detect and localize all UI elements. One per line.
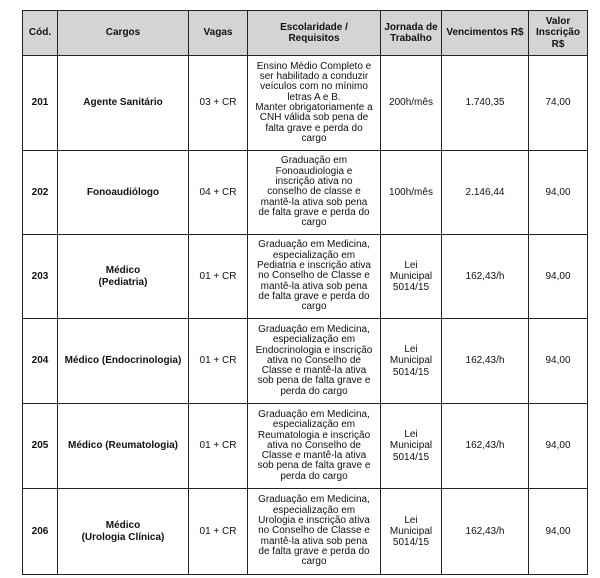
requisito-line: Reumatologia e inscrição bbox=[257, 429, 371, 441]
cell-vagas: 01 + CR bbox=[189, 235, 248, 319]
requisito-line: Classe e mantê-la ativa bbox=[261, 365, 367, 377]
cell-vencimentos: 162,43/h bbox=[442, 319, 529, 404]
table-row bbox=[23, 319, 588, 404]
cell-requisitos bbox=[248, 489, 381, 575]
cell-vagas: 01 + CR bbox=[189, 319, 248, 404]
requisito-line: no Conselho de Classe e bbox=[258, 270, 370, 282]
cell-requisitos bbox=[248, 56, 381, 151]
requisito-line: perda do cargo bbox=[280, 470, 348, 482]
header-vencimentos: Vencimentos R$ bbox=[442, 11, 529, 56]
table-row bbox=[23, 235, 588, 319]
table-row bbox=[23, 56, 588, 151]
cargo-line: Médico (Endocrinologia) bbox=[64, 355, 182, 367]
cell-valor-inscricao: 94,00 bbox=[529, 151, 588, 235]
requisito-line: letras A e B. bbox=[287, 91, 341, 103]
requisito-line: sob pena de falta grave e bbox=[257, 460, 371, 472]
cell-valor-inscricao: 94,00 bbox=[529, 404, 588, 489]
cell-cargo bbox=[58, 56, 189, 151]
cell-vagas: 04 + CR bbox=[189, 151, 248, 235]
cell-jornada bbox=[381, 151, 442, 235]
cell-valor-inscricao: 94,00 bbox=[529, 319, 588, 404]
cargo-line: Médico (Reumatologia) bbox=[67, 440, 178, 452]
jornada-line: Municipal bbox=[389, 270, 433, 282]
requisito-line: mantê-la ativa sob pena bbox=[260, 280, 368, 292]
header-valor-line: Inscrição bbox=[536, 27, 580, 39]
header-valor-inscricao bbox=[529, 11, 588, 56]
requisito-line: cargo bbox=[301, 556, 327, 568]
requisito-line: inscrição ativa no bbox=[275, 176, 353, 188]
header-escolaridade-line: Escolaridade / bbox=[280, 21, 348, 33]
cell-requisitos bbox=[248, 235, 381, 319]
cell-vencimentos: 162,43/h bbox=[442, 489, 529, 575]
cell-jornada bbox=[381, 235, 442, 319]
jornada-line: Lei bbox=[404, 259, 418, 271]
jornada-line: 5014/15 bbox=[392, 451, 430, 463]
jornada-line: 200h/mês bbox=[389, 97, 433, 109]
table-row bbox=[23, 151, 588, 235]
cell-jornada bbox=[381, 489, 442, 575]
cell-jornada bbox=[381, 319, 442, 404]
cell-code: 202 bbox=[23, 151, 58, 235]
requisito-line: conselho de classe e bbox=[267, 186, 361, 198]
cell-cargo bbox=[58, 235, 189, 319]
cell-requisitos bbox=[248, 404, 381, 489]
header-vagas: Vagas bbox=[189, 11, 248, 56]
requisito-line: Classe e mantê-la ativa bbox=[261, 450, 367, 462]
cell-jornada bbox=[381, 56, 442, 151]
cell-valor-inscricao: 74,00 bbox=[529, 56, 588, 151]
requisito-line: Pediatria e inscrição ativa bbox=[257, 260, 371, 272]
requisito-line: de falta grave e perda do bbox=[258, 545, 370, 557]
requisito-line: perda do cargo bbox=[280, 385, 348, 397]
cell-requisitos bbox=[248, 319, 381, 404]
cell-vencimentos: 162,43/h bbox=[442, 235, 529, 319]
header-cargos: Cargos bbox=[58, 11, 189, 56]
cell-vencimentos: 162,43/h bbox=[442, 404, 529, 489]
requisito-line: Graduação em Medicina, bbox=[258, 239, 370, 251]
requisito-line: mantê-la ativa sob pena bbox=[260, 196, 368, 208]
jornada-line: 100h/mês bbox=[389, 186, 433, 198]
requisito-line: mantê-la ativa sob pena bbox=[260, 535, 368, 547]
table-body bbox=[23, 56, 588, 575]
cell-valor-inscricao: 94,00 bbox=[529, 235, 588, 319]
cell-vagas: 03 + CR bbox=[189, 56, 248, 151]
requisito-line: CNH válida sob pena de bbox=[259, 112, 369, 124]
cell-cargo bbox=[58, 151, 189, 235]
jornada-line: Municipal bbox=[389, 355, 433, 367]
cell-code: 203 bbox=[23, 235, 58, 319]
cell-vencimentos: 1.740,35 bbox=[442, 56, 529, 151]
cargo-line: (Pediatria) bbox=[98, 276, 148, 288]
cell-code: 201 bbox=[23, 56, 58, 151]
header-escolaridade-line: Requisitos bbox=[288, 33, 340, 44]
jornada-line: Lei bbox=[404, 514, 418, 526]
cargo-line: Agente Sanitário bbox=[83, 97, 163, 109]
cell-cargo bbox=[58, 489, 189, 575]
requisito-line: especialização em bbox=[272, 249, 356, 261]
cell-code: 204 bbox=[23, 319, 58, 404]
header-valor-line: Valor bbox=[545, 16, 571, 28]
requisito-line: falta grave e perda do bbox=[265, 122, 363, 134]
cell-requisitos bbox=[248, 151, 381, 235]
requisito-line: especialização em bbox=[272, 504, 356, 516]
requisito-line: Endocrinologia e inscrição bbox=[255, 344, 373, 356]
cell-code: 206 bbox=[23, 489, 58, 575]
jornada-line: Lei bbox=[404, 429, 418, 441]
requisito-line: especialização em bbox=[272, 334, 356, 346]
requisito-line: veículos com no mínimo bbox=[260, 81, 368, 93]
requisito-line: Graduação em bbox=[280, 155, 348, 167]
jornada-line: Municipal bbox=[389, 525, 433, 537]
header-escolaridade bbox=[248, 11, 381, 56]
requisito-line: cargo bbox=[301, 217, 327, 229]
header-cod: Cód. bbox=[23, 11, 58, 56]
requisito-line: Manter obrigatoriamente a bbox=[255, 102, 373, 113]
header-jornada-line: Jornada de bbox=[384, 21, 438, 33]
jornada-line: Lei bbox=[404, 344, 418, 356]
header-row bbox=[23, 11, 588, 56]
cargo-line: (Urologia Clínica) bbox=[81, 531, 165, 543]
table-row bbox=[23, 489, 588, 575]
cargo-line: Médico bbox=[105, 265, 141, 277]
jornada-line: 5014/15 bbox=[392, 282, 430, 294]
cell-vagas: 01 + CR bbox=[189, 489, 248, 575]
requisito-line: cargo bbox=[301, 301, 327, 313]
cell-valor-inscricao: 94,00 bbox=[529, 489, 588, 575]
requisito-line: ativa no Conselho de bbox=[267, 354, 361, 366]
jornada-line: 5014/15 bbox=[392, 366, 430, 378]
cell-vencimentos: 2.146,44 bbox=[442, 151, 529, 235]
cargos-table bbox=[22, 10, 588, 575]
cargo-line: Fonoaudiólogo bbox=[86, 186, 160, 198]
requisito-line: cargo bbox=[301, 132, 327, 144]
cell-cargo bbox=[58, 319, 189, 404]
cell-vagas: 01 + CR bbox=[189, 404, 248, 489]
cargo-line: Médico bbox=[105, 520, 141, 532]
header-valor-line: R$ bbox=[551, 38, 565, 50]
cell-cargo bbox=[58, 404, 189, 489]
requisito-line: especialização em bbox=[272, 419, 356, 431]
requisito-line: Ensino Médio Completo e bbox=[256, 60, 372, 72]
cell-jornada bbox=[381, 404, 442, 489]
requisito-line: Urologia e inscrição ativa bbox=[258, 515, 370, 527]
cell-code: 205 bbox=[23, 404, 58, 489]
jornada-line: Municipal bbox=[389, 440, 433, 452]
requisito-line: Graduação em Medicina, bbox=[258, 323, 370, 335]
table-row bbox=[23, 404, 588, 489]
header-jornada-line: Trabalho bbox=[390, 33, 432, 44]
requisito-line: Graduação em Medicina, bbox=[258, 408, 370, 420]
requisito-line: Graduação em Medicina, bbox=[258, 494, 370, 506]
jornada-line: 5014/15 bbox=[392, 537, 430, 549]
header-jornada bbox=[381, 11, 442, 56]
requisito-line: ativa no Conselho de bbox=[267, 439, 361, 451]
requisito-line: ser habilitado a conduzir bbox=[259, 71, 369, 83]
requisito-line: de falta grave e perda do bbox=[258, 290, 370, 302]
requisito-line: de falta grave e perda do bbox=[258, 206, 370, 218]
requisito-line: sob pena de falta grave e bbox=[257, 375, 371, 387]
requisito-line: Fonoaudiologia e bbox=[275, 165, 353, 177]
requisito-line: no Conselho de Classe e bbox=[258, 525, 370, 537]
